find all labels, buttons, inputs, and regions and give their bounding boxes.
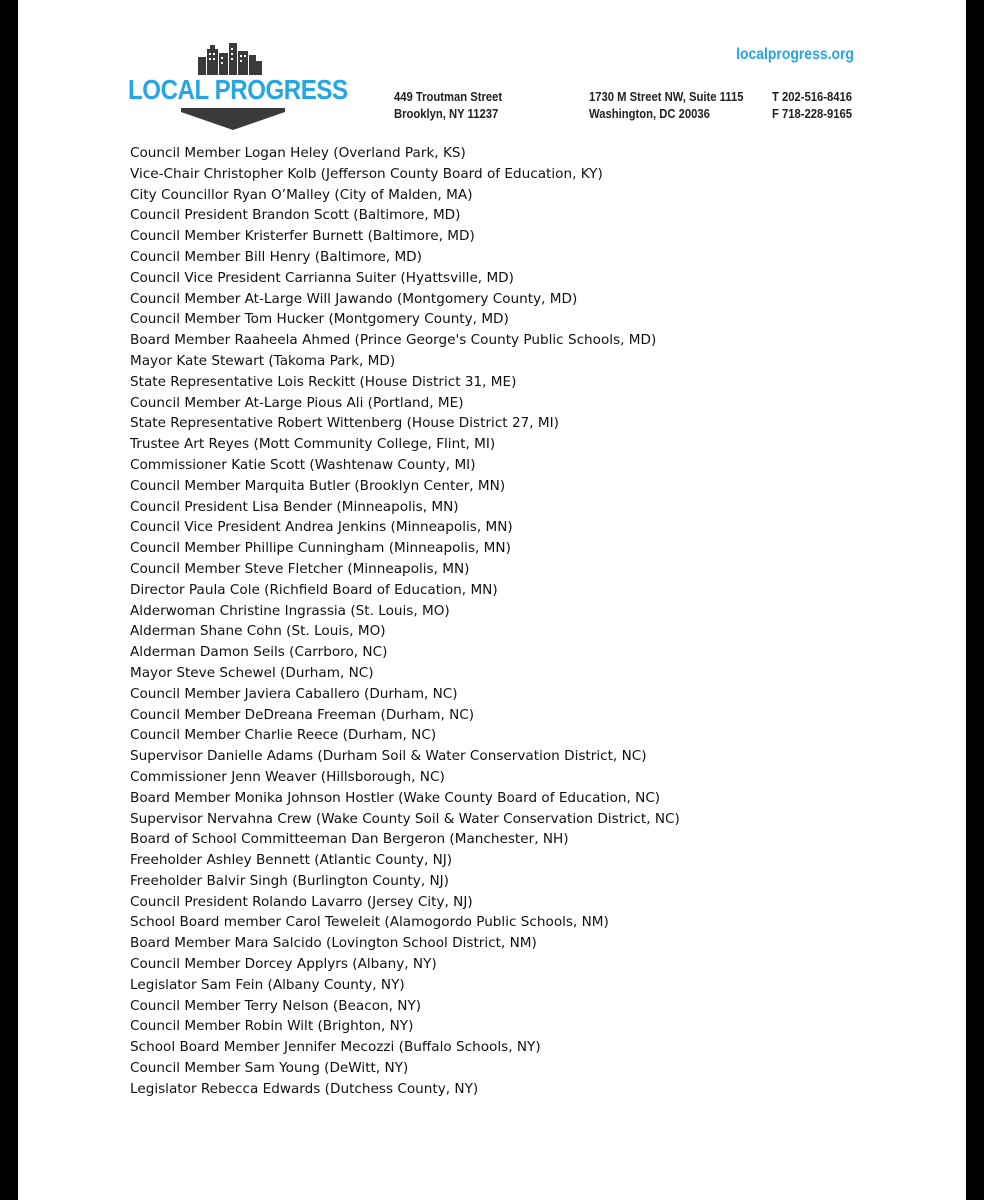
- signatory-item: Alderman Shane Cohn (St. Louis, MO): [130, 623, 386, 640]
- phone-number: T 202-516-8416: [772, 90, 853, 104]
- address-brooklyn-line2: Brooklyn, NY 11237: [394, 107, 499, 121]
- city-skyline-icon: [198, 43, 262, 75]
- document-page: [18, 0, 966, 1200]
- contact-numbers: [772, 89, 852, 123]
- signatory-item: Supervisor Nervahna Crew (Wake County Soil & Water Conservation District, NC): [130, 810, 680, 827]
- signatory-item: School Board Member Jennifer Mecozzi (Buffalo Schools, NY): [130, 1039, 541, 1056]
- signatory-item: State Representative Robert Wittenberg (House District 27, MI): [130, 415, 559, 432]
- signatory-item: Council President Brandon Scott (Baltimore, MD): [130, 207, 461, 224]
- signatory-item: Vice-Chair Christopher Kolb (Jefferson County Board of Education, KY): [130, 165, 603, 182]
- website-link[interactable]: localprogress.org: [736, 46, 854, 63]
- signatory-item: Freeholder Balvir Singh (Burlington County, NJ): [130, 872, 449, 889]
- signatory-item: Council Member At-Large Pious Ali (Portland, ME): [130, 394, 464, 411]
- address-dc-line2: Washington, DC 20036: [589, 107, 710, 121]
- signatory-item: Council Vice President Andrea Jenkins (Minneapolis, MN): [130, 519, 513, 536]
- signatory-item: Council Member At-Large Will Jawando (Montgomery County, MD): [130, 290, 578, 307]
- signatory-item: Legislator Rebecca Edwards (Dutchess County, NY): [130, 1080, 479, 1097]
- signatory-item: Board Member Mara Salcido (Lovington School District, NM): [130, 935, 537, 952]
- signatory-item: City Councillor Ryan O’Malley (City of Malden, MA): [130, 186, 473, 203]
- signatory-item: Council Member Logan Heley (Overland Park, KS): [130, 145, 466, 161]
- address-brooklyn-line1: 449 Troutman Street: [394, 90, 503, 104]
- signatory-item: School Board member Carol Teweleit (Alamogordo Public Schools, NM): [130, 914, 609, 931]
- logo-wordmark: LOCAL PROGRESS: [128, 74, 348, 105]
- signatory-item: Council Vice President Carrianna Suiter (Hyattsville, MD): [130, 269, 514, 286]
- local-progress-logo: [128, 40, 348, 132]
- signatory-item: Board Member Raaheela Ahmed (Prince George's County Public Schools, MD): [130, 332, 657, 349]
- signatory-item: Commissioner Jenn Weaver (Hillsborough, NC): [130, 768, 445, 785]
- address-dc-line1: 1730 M Street NW, Suite 1115: [589, 90, 744, 104]
- address-dc: [589, 89, 743, 123]
- signatory-list: [130, 143, 680, 1100]
- signatory-item: Council President Lisa Bender (Minneapolis, MN): [130, 498, 459, 515]
- signatory-item: Mayor Kate Stewart (Takoma Park, MD): [130, 352, 396, 369]
- signatory-item: Council Member Phillipe Cunningham (Minneapolis, MN): [130, 540, 511, 557]
- signatory-item: Council Member Dorcey Applyrs (Albany, NY): [130, 956, 437, 973]
- signatory-item: Council President Rolando Lavarro (Jersey City, NJ): [130, 893, 473, 910]
- signatory-item: Council Member Sam Young (DeWitt, NY): [130, 1060, 409, 1077]
- signatory-item: Council Member Steve Fletcher (Minneapolis, MN): [130, 560, 470, 577]
- signatory-item: Council Member Bill Henry (Baltimore, MD): [130, 248, 422, 265]
- signatory-item: Alderman Damon Seils (Carrboro, NC): [130, 644, 388, 661]
- signatory-item: Director Paula Cole (Richfield Board of Education, MN): [130, 581, 498, 598]
- signatory-item: Board Member Monika Johnson Hostler (Wake County Board of Education, NC): [130, 789, 661, 806]
- logo-chevron-icon: [181, 108, 285, 130]
- signatory-item: Alderwoman Christine Ingrassia (St. Louis, MO): [130, 602, 450, 619]
- signatory-item: Council Member Tom Hucker (Montgomery County, MD): [130, 311, 509, 328]
- signatory-item: Council Member Kristerfer Burnett (Baltimore, MD): [130, 228, 475, 245]
- signatory-item: Council Member Javiera Caballero (Durham, NC): [130, 685, 458, 702]
- fax-number: F 718-228-9165: [772, 107, 853, 121]
- signatory-item: Council Member DeDreana Freeman (Durham, NC): [130, 706, 475, 723]
- signatory-item: Commissioner Katie Scott (Washtenaw County, MI): [130, 456, 476, 473]
- signatory-item: Council Member Charlie Reece (Durham, NC): [130, 727, 437, 744]
- signatory-item: Supervisor Danielle Adams (Durham Soil & Water Conservation District, NC): [130, 748, 647, 765]
- signatory-item: State Representative Lois Reckitt (House District 31, ME): [130, 373, 517, 390]
- signatory-item: Board of School Committeeman Dan Bergeron (Manchester, NH): [130, 831, 569, 848]
- signatory-item: Freeholder Ashley Bennett (Atlantic County, NJ): [130, 852, 453, 869]
- address-brooklyn: [394, 89, 502, 123]
- signatory-item: Trustee Art Reyes (Mott Community College, Flint, MI): [130, 436, 496, 453]
- signatory-item: Council Member Terry Nelson (Beacon, NY): [130, 997, 422, 1014]
- signatory-item: Council Member Marquita Butler (Brooklyn Center, MN): [130, 477, 506, 494]
- signatory-item: Mayor Steve Schewel (Durham, NC): [130, 664, 374, 681]
- signatory-item: Council Member Robin Wilt (Brighton, NY): [130, 1018, 414, 1035]
- signatory-item: Legislator Sam Fein (Albany County, NY): [130, 976, 405, 993]
